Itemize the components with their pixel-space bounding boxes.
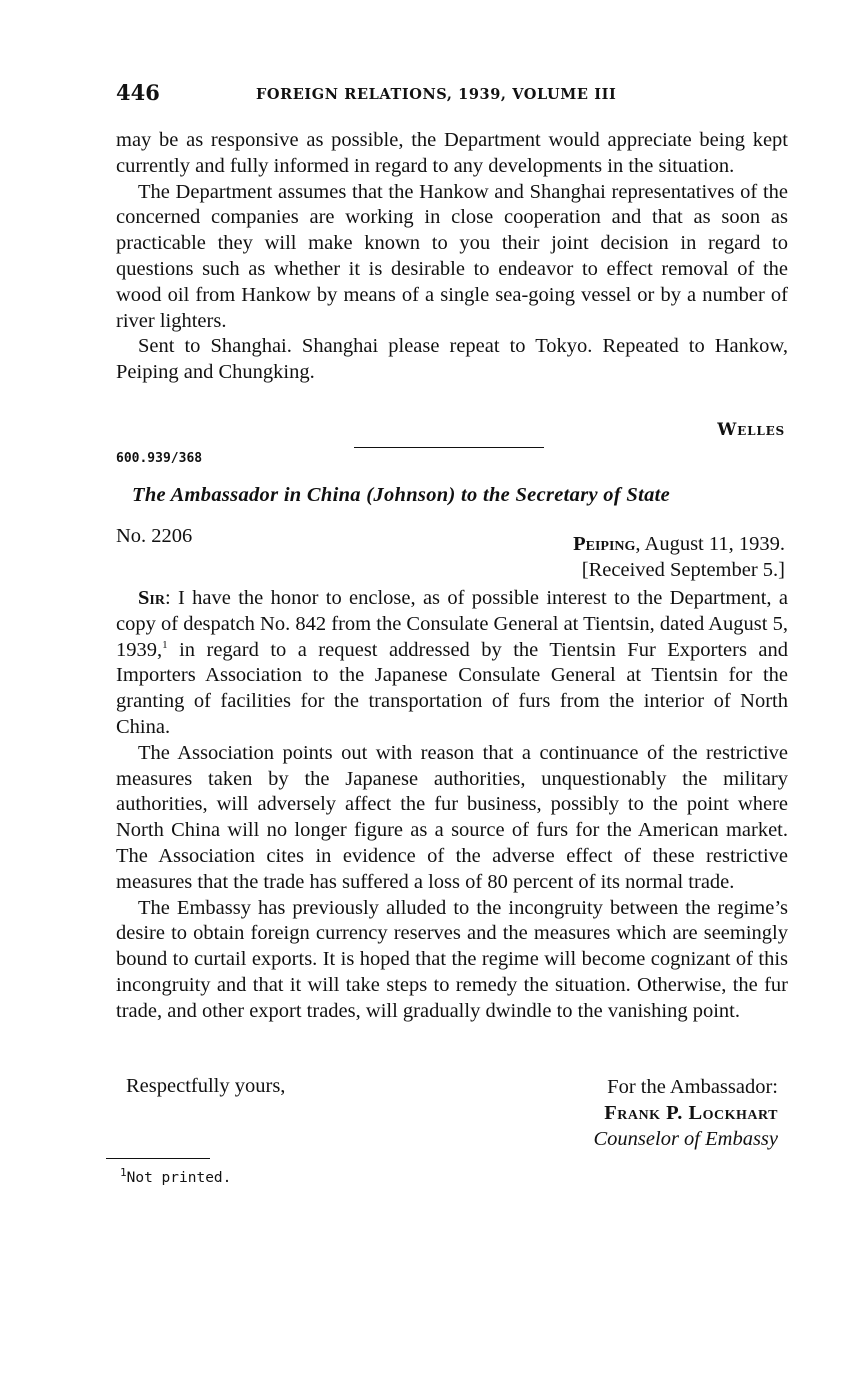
despatch-number: No. 2206 [116, 525, 193, 547]
signer-name: Frank P. Lockhart [604, 1101, 778, 1124]
signature-welles: Welles [717, 420, 785, 440]
footnote-rule [106, 1158, 210, 1159]
paragraph: The Department assumes that the Hankow and Shanghai representatives of the concerned companies are working in close cooperation and that as soon as practicable they will make known to you their joint decision in regard to questions such as whether it is desirable to endeavor to effect removal of the wood oil from Hankow by means of a single sea-going vessel or by a number of river lighters. [116, 180, 788, 332]
footnote-text: Not printed. [126, 1170, 232, 1186]
running-title: FOREIGN RELATIONS, 1939, VOLUME III [256, 86, 617, 103]
footnote-reference: 1 [162, 638, 168, 651]
salutation: Sir [138, 587, 165, 609]
paragraph: The Embassy has previously alluded to the incongruity between the regime’s desire to obtain foreign currency reserves and the measures which are seemingly bound to curtail exports. It is hoped that the regime will become cognizant of this incongruity and that it will take steps to remedy the situation. Otherwise, the fur trade, and other export trades, will gradually dwindle to the vanishing point. [116, 896, 788, 1022]
paragraph-text: : I have the honor to enclose, as of possible interest to the Department, a copy of despatch No. 842 from the Consulate General at Tientsin, dated August 5, 1939, [116, 587, 788, 661]
closing: Respectfully yours, [126, 1075, 286, 1097]
received-date: [Received September 5.] [581, 559, 785, 581]
page-header [116, 80, 788, 108]
paragraph: Sent to Shanghai. Shanghai please repeat to Tokyo. Repeated to Hankow, Peiping and Chungking. [116, 335, 788, 384]
file-number: 600.939/368 [116, 451, 203, 466]
place-name: Peiping [573, 533, 636, 555]
footnote [120, 1166, 232, 1186]
section-divider [354, 447, 544, 448]
letter-body [116, 586, 788, 1025]
paragraph: may be as responsive as possible, the Department would appreciate being kept currently and fully informed in regard to any developments in the situation. [116, 129, 788, 177]
paragraph-text: in regard to a request addressed by the Tientsin Fur Exporters and Importers Association to the Japanese Consulate General at Tientsin for the granting of facilities for the transportation of furs from the interior of North China. [116, 638, 788, 738]
paragraph: The Association points out with reason that a continuance of the restrictive measures taken by the Japanese authorities, unquestionably the military authorities, will adversely affect the fur business, possibly to the point where North China will no longer figure as a source of furs for the American market. The Association cites in evidence of the adverse effect of these restrictive measures that the trade has suffered a loss of 80 percent of its normal trade. [116, 741, 788, 893]
signature-block [594, 1075, 779, 1152]
signer-title: Counselor of Embassy [593, 1127, 778, 1150]
document-title: The Ambassador in China (Johnson) to the Secretary of State [132, 484, 671, 506]
page-number: 446 [116, 80, 160, 105]
footnote-number: 1 [120, 1166, 127, 1180]
date-text: , August 11, 1939. [635, 533, 785, 555]
for-line: For the Ambassador: [607, 1076, 778, 1098]
previous-document-body [116, 128, 788, 386]
date-line [573, 533, 785, 556]
paragraph [116, 586, 788, 741]
